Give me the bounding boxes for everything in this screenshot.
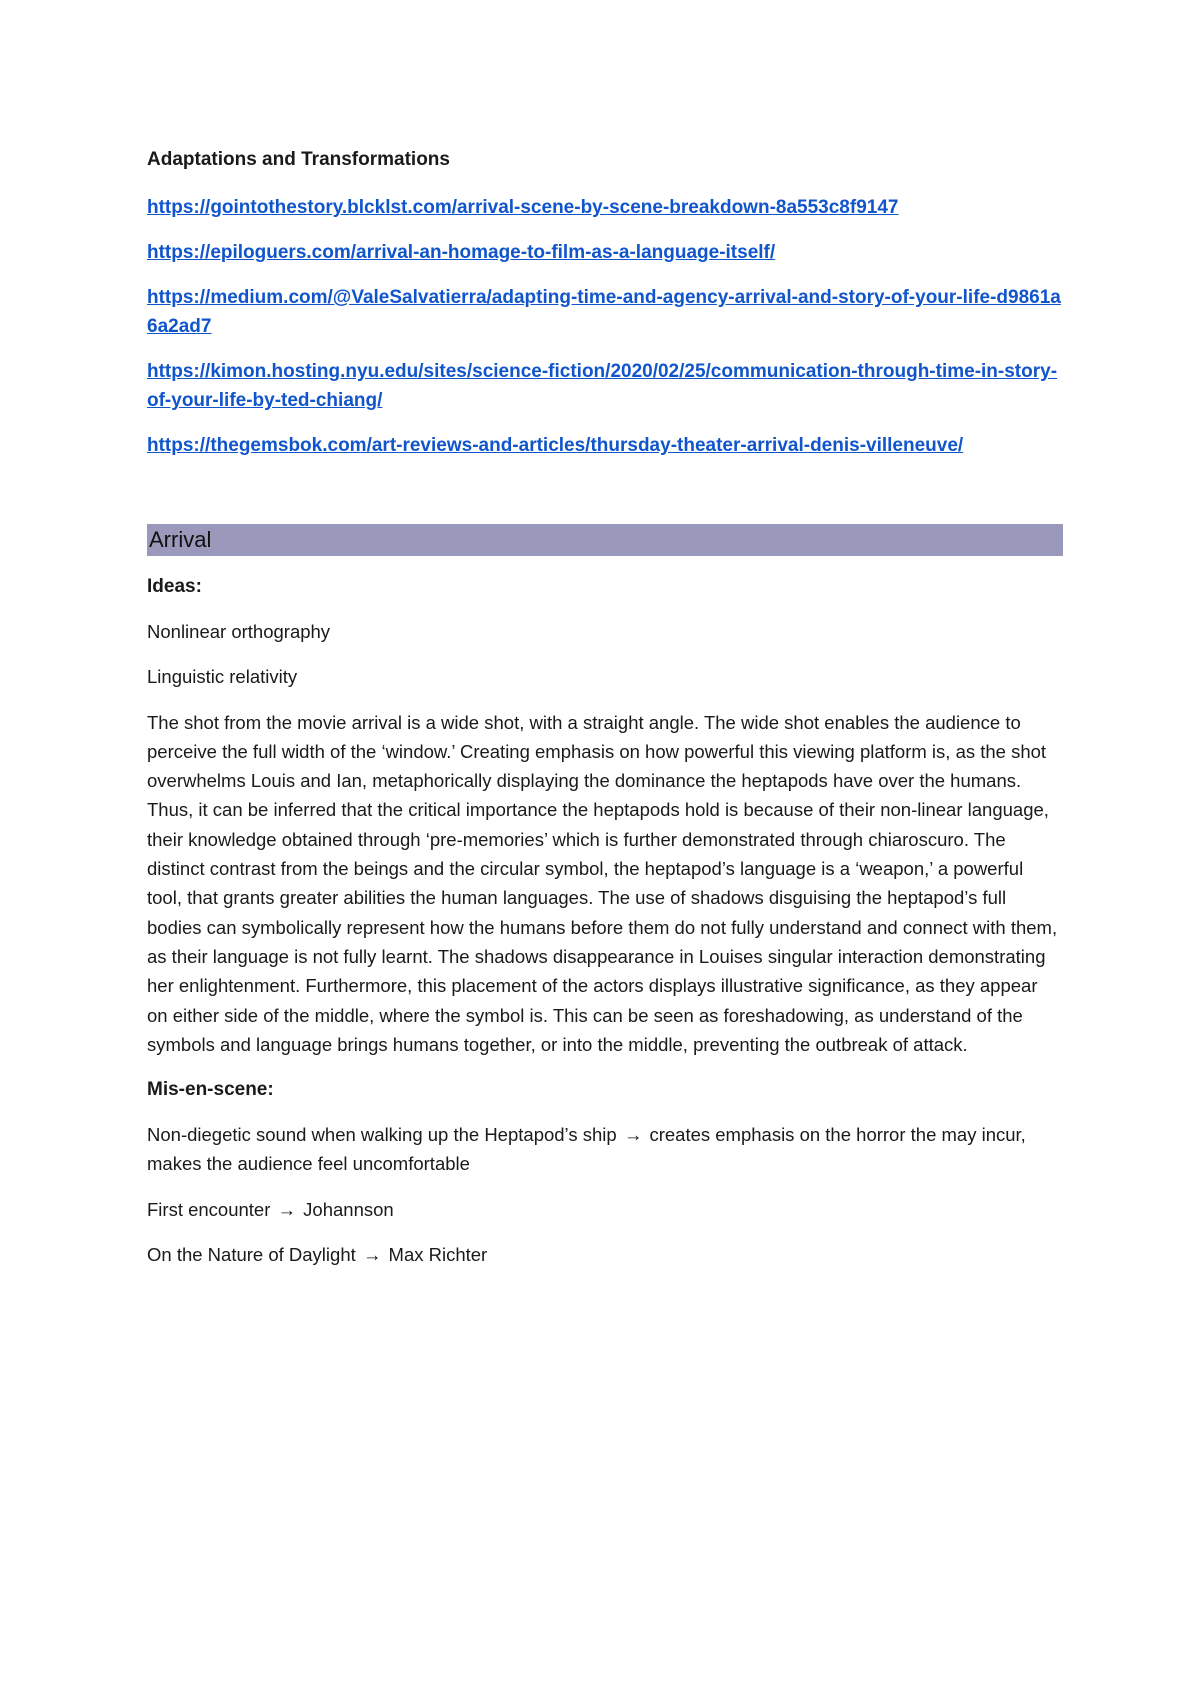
mise-item-detail: Max Richter xyxy=(388,1244,488,1266)
mise-item xyxy=(147,1195,1063,1224)
analysis-paragraph: The shot from the movie arrival is a wide shot, with a straight angle. The wide shot enables the audience to perceive the full width of the ‘window.’ Creating emphasis on how powerful this viewing platform is, as the shot overwhelms Louis and Ian, metaphorically displaying the dominance the heptapods have over the humans. Thus, it can be inferred that the critical importance the heptapods hold is because of their non-linear language, their knowledge obtained through ‘pre-memories’ which is further demonstrated through chiaroscuro. The distinct contrast from the beings and the circular symbol, the heptapod’s language is a ‘weapon,’ a powerful tool, that grants greater abilities the human languages. The use of shadows disguising the heptapod’s full bodies can symbolically represent how the humans before them do not fully understand and connect with them, as their language is not fully learnt. The shadows disappearance in Louises singular interaction demonstrating her enlightenment. Furthermore, this placement of the actors displays illustrative significance, as they appear on either side of the middle, where the symbol is. This can be seen as foreshadowing, as understand of the symbols and language brings humans together, or into the middle, preventing the outbreak of attack. xyxy=(147,711,1058,1055)
mise-item-subject: First encounter xyxy=(147,1198,271,1220)
right-arrow-icon: → xyxy=(362,1244,382,1266)
document-page xyxy=(147,146,1063,1269)
reference-link[interactable]: https://kimon.hosting.nyu.edu/sites/science-fiction/2020/02/25/communication-through-time-in-story-of-your-life-by-ted-chiang/ xyxy=(147,361,1058,411)
reference-link[interactable]: https://medium.com/@ValeSalvatierra/adapting-time-and-agency-arrival-and-story-of-your-life-d9861a6a2ad7 xyxy=(147,287,1061,337)
mise-item xyxy=(147,1120,1063,1179)
mise-item xyxy=(147,1240,1063,1269)
idea-item: Linguistic relativity xyxy=(147,666,298,688)
idea-item: Nonlinear orthography xyxy=(147,621,331,642)
mise-en-scene-heading: Mis-en-scene: xyxy=(147,1079,274,1101)
arrival-section-banner: Arrival xyxy=(147,524,1063,556)
mise-item-subject: Non-diegetic sound when walking up the Heptapod’s ship xyxy=(147,1124,617,1146)
reference-link[interactable]: https://thegemsbok.com/art-reviews-and-articles/thursday-theater-arrival-denis-villeneuve/ xyxy=(147,435,964,456)
reference-link[interactable]: https://epiloguers.com/arrival-an-homage-to-film-as-a-language-itself/ xyxy=(147,242,776,263)
mise-item-detail: creates emphasis on the horror the may incur, makes the audience feel uncomfortable xyxy=(147,1124,1026,1175)
adaptations-heading: Adaptations and Transformations xyxy=(147,149,450,170)
right-arrow-icon: → xyxy=(277,1198,297,1220)
mise-item-subject: On the Nature of Daylight xyxy=(147,1244,356,1266)
reference-links xyxy=(147,193,1063,460)
reference-link[interactable]: https://gointothestory.blcklst.com/arrival-scene-by-scene-breakdown-8a553c8f9147 xyxy=(147,197,899,218)
ideas-heading: Ideas: xyxy=(147,576,202,597)
right-arrow-icon: → xyxy=(623,1124,643,1146)
mise-item-detail: Johannson xyxy=(303,1198,394,1220)
